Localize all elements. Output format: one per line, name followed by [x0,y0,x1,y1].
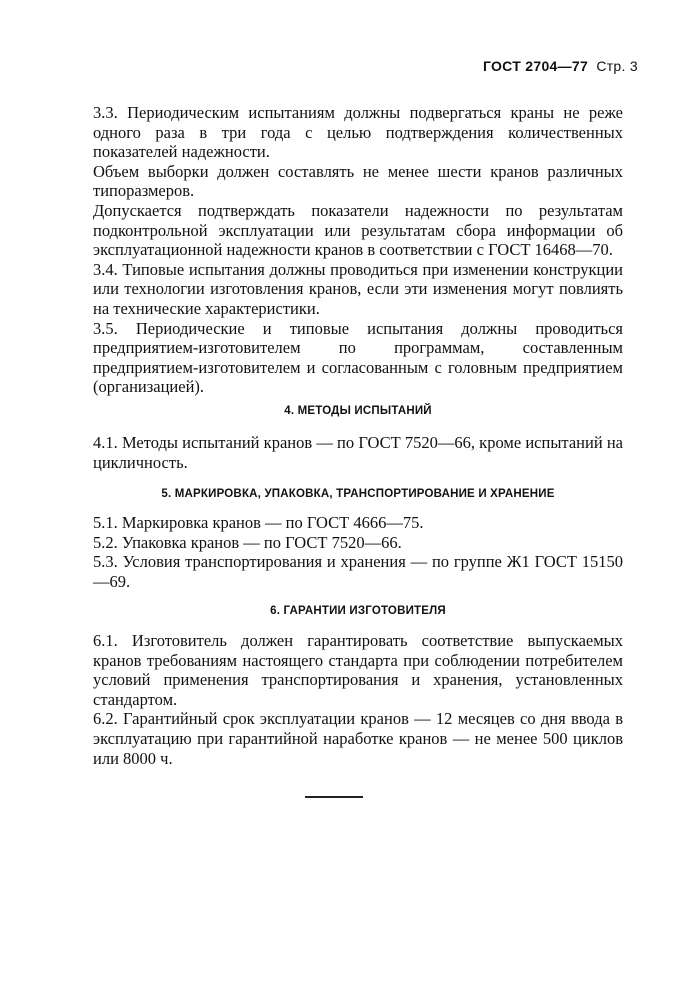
paragraph-reliability: Допускается подтверждать показатели надежности по результатам подконтрольной эксплуатации или результатам сбора информации об эксплуатационной надежности кранов в соответствии с ГОСТ 16468—70. [93,200,623,260]
section-title-5: 5. МАРКИРОВКА, УПАКОВКА, ТРАНСПОРТИРОВАНИЕ И ХРАНЕНИЕ [161,488,555,500]
section5-body [93,513,623,591]
paragraph-3-3: 3.3. Периодическим испытаниям должны подвергаться краны не реже одного раза в три года с целью подтверждения количественных показателей надежности. [93,103,623,162]
paragraph-5-2: 5.2. Упаковка кранов — по ГОСТ 7520—66. [93,532,402,552]
section4-body [93,433,623,472]
paragraph-3-5: 3.5. Периодические и типовые испытания должны проводиться предприятием-изготовителем по программам, составленным предприятием-изготовителем и согласованным с головным предприятием (организацией). [93,318,623,397]
paragraph-3-4: 3.4. Типовые испытания должны проводиться при изменении конструкции или технологии изготовления кранов, если эти изменения могут повлиять на технические характеристики. [93,259,623,318]
paragraph-4-1: 4.1. Методы испытаний кранов — по ГОСТ 7520—66, кроме испытаний на цикличность. [93,433,623,472]
standard-number: ГОСТ 2704—77 [482,58,589,74]
end-divider [305,796,363,798]
page-header [483,58,638,74]
page-number: Стр. 3 [596,58,638,74]
paragraph-6-2: 6.2. Гарантийный срок эксплуатации кранов — 12 месяцев со дня ввода в эксплуатацию при гарантийной наработке кранов — не менее 500 циклов или 8000 ч. [93,709,623,768]
section3-continuation [93,103,623,397]
section6-body [93,631,623,768]
section-title-6: 6. ГАРАНТИИ ИЗГОТОВИТЕЛЯ [270,605,446,617]
section-title-4: 4. МЕТОДЫ ИСПЫТАНИЙ [284,405,432,417]
paragraph-6-1: 6.1. Изготовитель должен гарантировать соответствие выпускаемых кранов требованиям настоящего стандарта при соблюдении потребителем условий применения транспортирования и хранения, установленных стандартом. [93,631,623,709]
paragraph-5-1: 5.1. Маркировка кранов — по ГОСТ 4666—75. [93,513,424,532]
paragraph-sample-size: Объем выборки должен составлять не менее шести кранов различных типоразмеров. [93,161,623,201]
paragraph-5-3: 5.3. Условия транспортирования и хранения — по группе Ж1 ГОСТ 15150—69. [93,552,623,591]
